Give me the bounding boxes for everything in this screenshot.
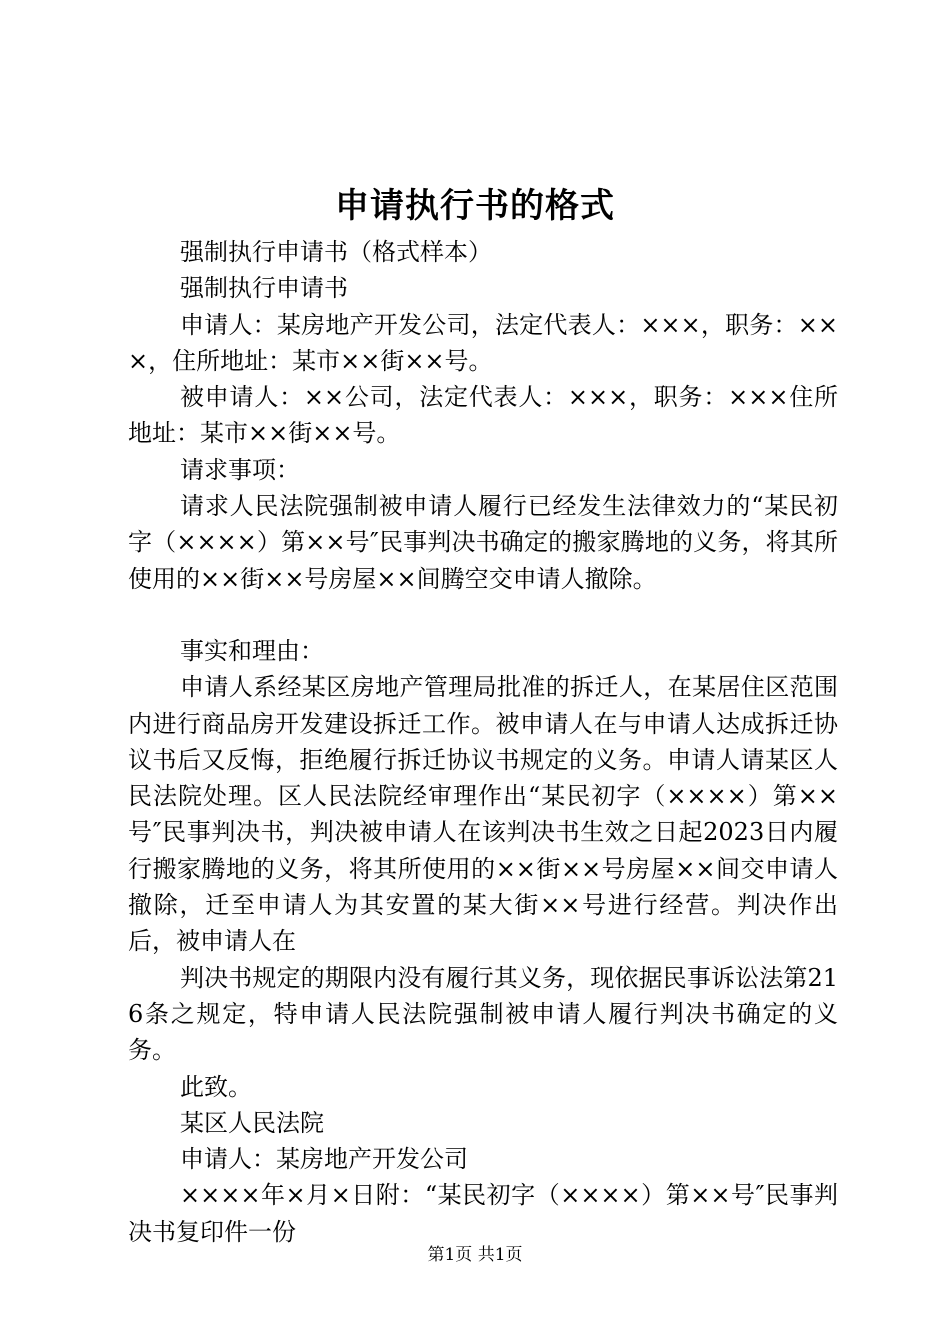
paragraph-facts-heading: 事实和理由：: [180, 636, 324, 665]
paragraph-signature: 申请人：某房地产开发公司: [180, 1145, 468, 1174]
paragraph-request: 请求人民法院强制被申请人履行已经发生法律效力的“某民初字（××××）第××号″民事判决书确定的搬家腾地的义务，将其所使用的××街××号房屋××间腾空交申请人撤除。: [128, 492, 838, 593]
document-body: [128, 234, 838, 1250]
paragraph-salutation: 此致。: [180, 1072, 252, 1101]
paragraph-facts: 申请人系经某区房地产管理局批准的拆迁人，在某居住区范围内进行商品房开发建设拆迁工作。被申请人在与申请人达成拆迁协议书后又反悔，拒绝履行拆迁协议书规定的义务。申请人请某区人民法院处理。区人民法院经审理作出“某民初字（××××）第××号″民事判决书，判决被申请人在该判决书生效之日起2023日内履行搬家腾地的义务，将其所使用的××街××号房屋××间交申请人撤除，迁至申请人为其安置的某大街××号进行经营。判决作出后，被申请人在: [128, 673, 838, 956]
paragraph-reasons: 判决书规定的期限内没有履行其义务，现依据民事诉讼法第216条之规定，特申请人民法院强制被申请人履行判决书确定的义务。: [128, 963, 838, 1065]
paragraph-request-heading: 请求事项：: [180, 455, 300, 484]
paragraph-heading: 强制执行申请书: [180, 274, 348, 303]
paragraph-applicant: 申请人：某房地产开发公司，法定代表人：×××，职务：×××，住所地址：某市××街××号。: [128, 310, 838, 375]
paragraph-respondent: 被申请人：××公司，法定代表人：×××，职务：×××住所地址：某市××街××号。: [128, 383, 838, 448]
paragraph-spacer: [128, 597, 838, 633]
paragraph-heading-sample: 强制执行申请书（格式样本）: [180, 238, 492, 266]
document-title: 申请执行书的格式: [335, 186, 615, 226]
paragraph-date-attachment: ××××年×月×日附：“某民初字（××××）第××号″民事判决书复印件一份: [128, 1181, 838, 1246]
paragraph-court: 某区人民法院: [180, 1108, 324, 1137]
page-footer: 第1页 共1页: [427, 1245, 523, 1265]
